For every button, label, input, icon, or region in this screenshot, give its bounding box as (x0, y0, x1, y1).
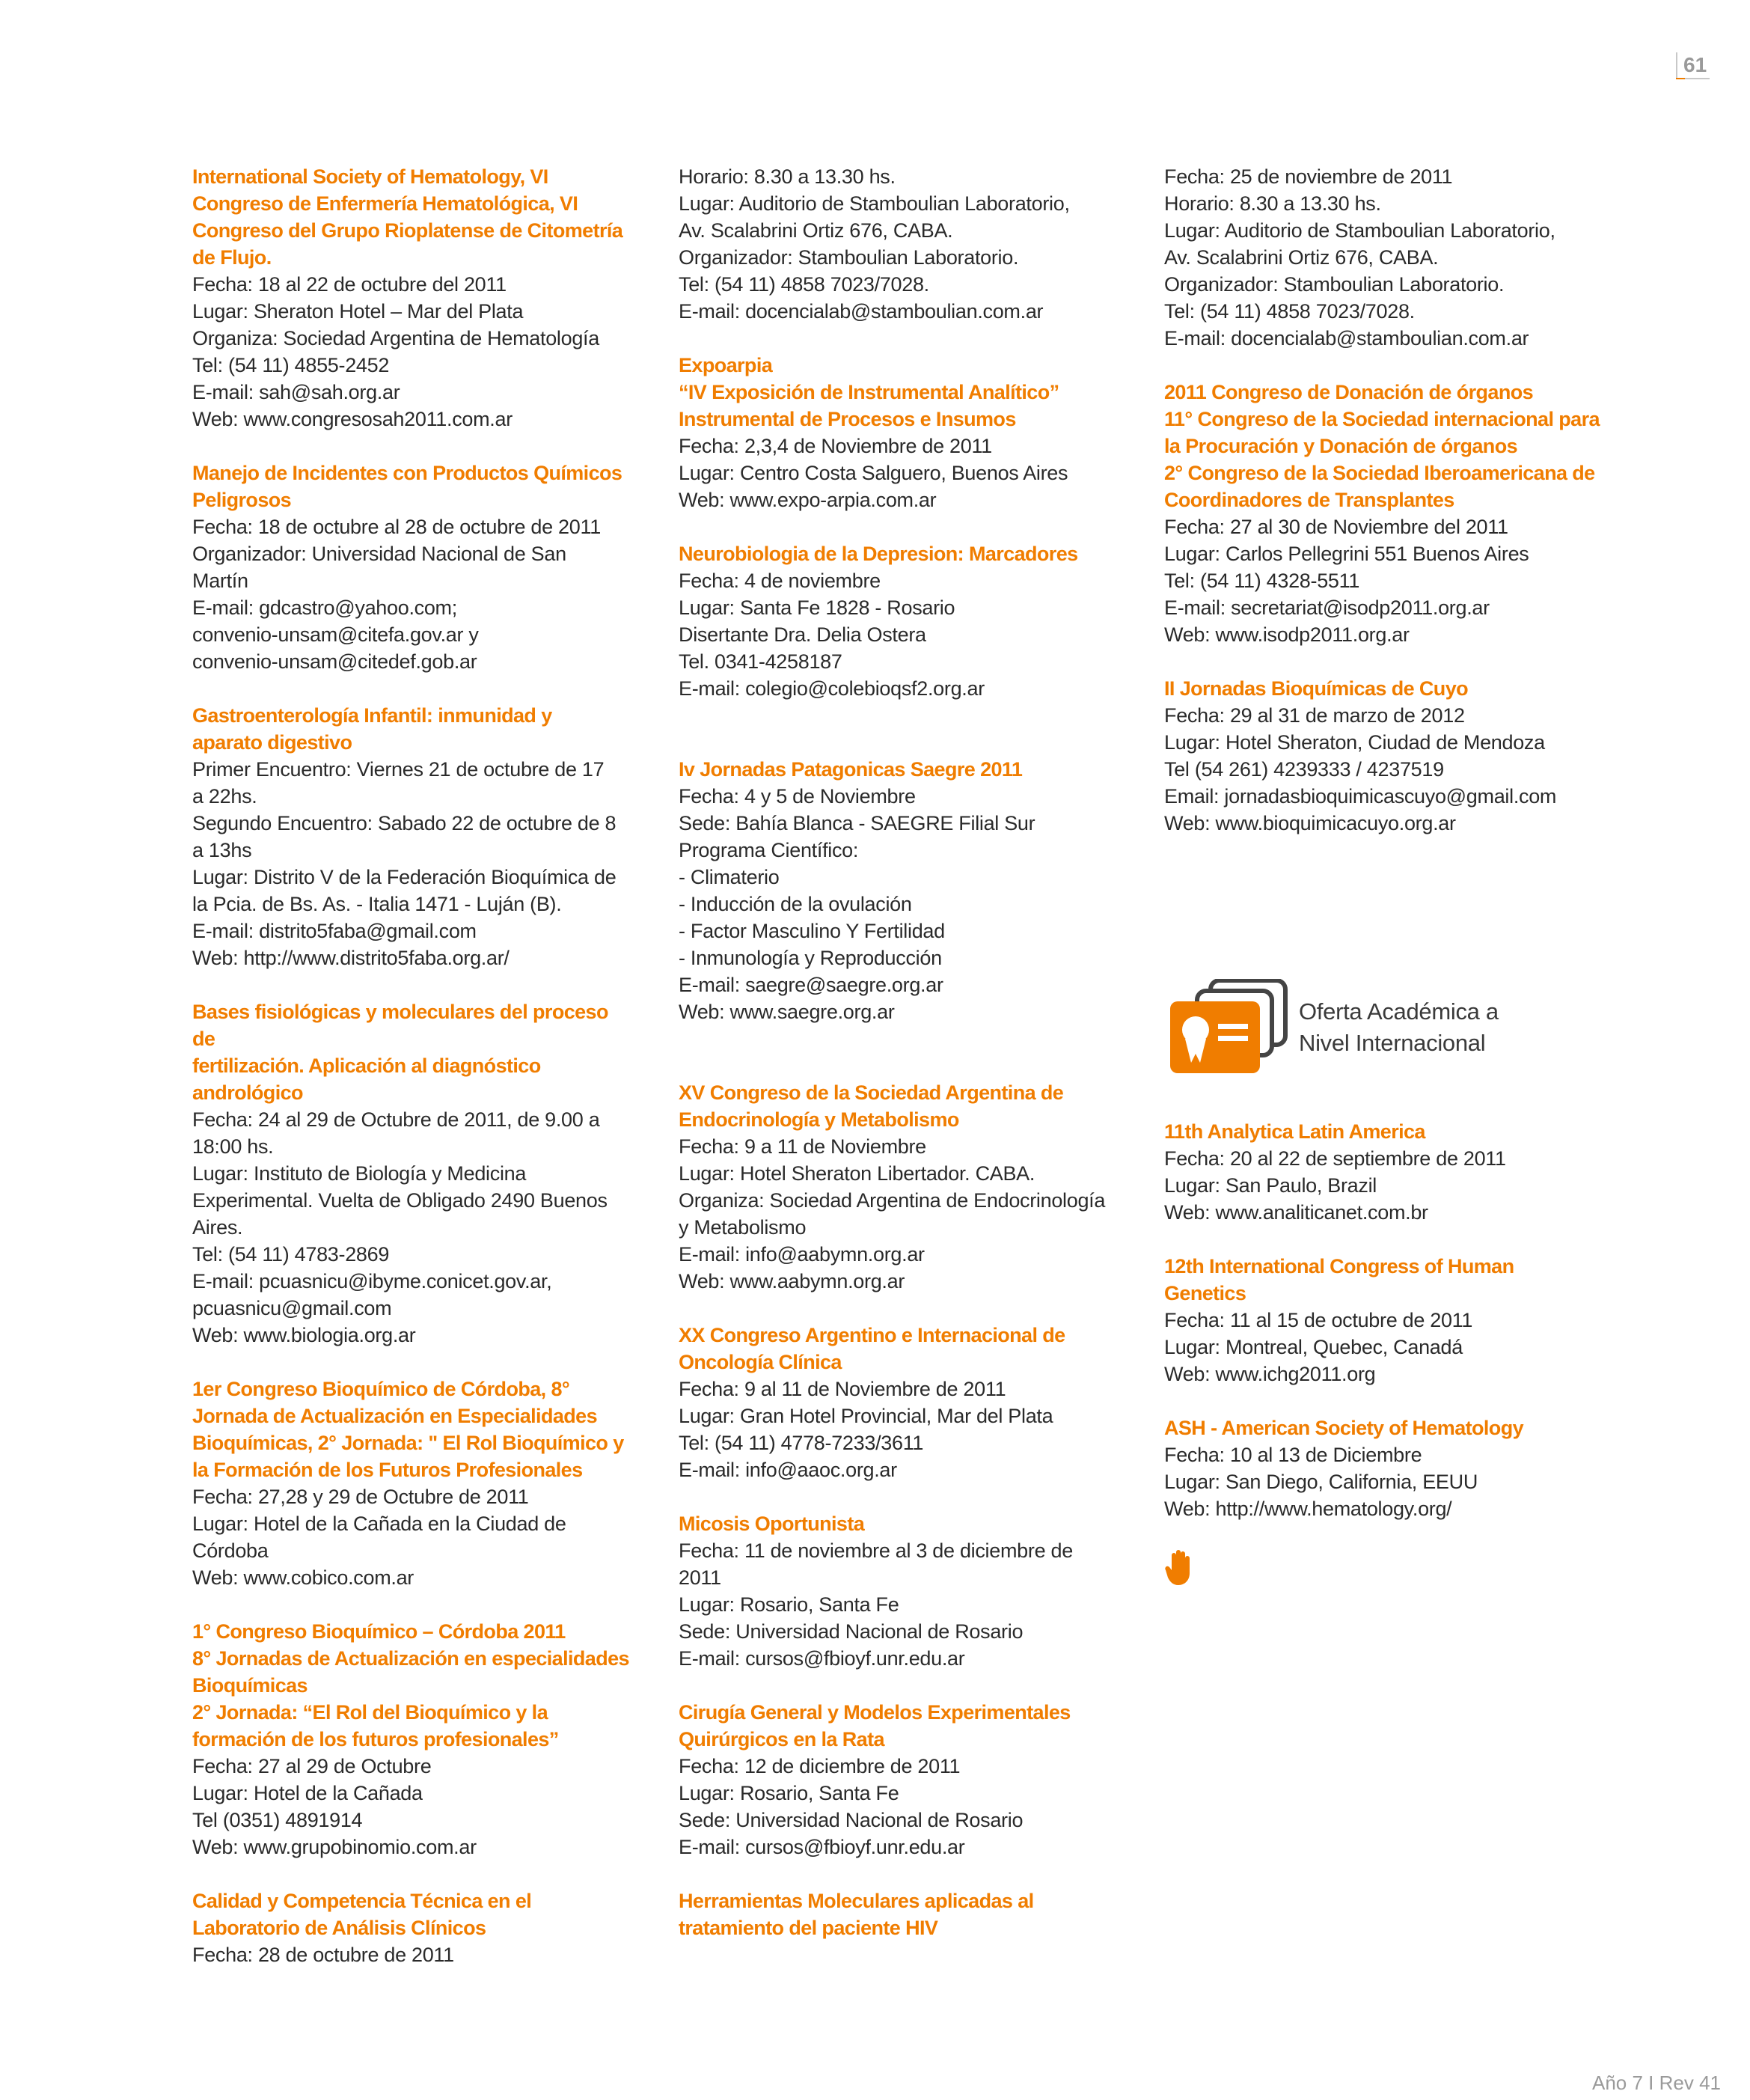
event-detail-line: - Climaterio (679, 866, 780, 888)
event-detail-line: Lugar: San Diego, California, EEUU (1164, 1471, 1478, 1493)
event-detail-line: Lugar: Carlos Pellegrini 551 Buenos Aires (1164, 543, 1529, 565)
event-detail-line: Tel (0351) 4891914 (192, 1809, 363, 1831)
event-details (192, 271, 634, 433)
event-detail-line: Fecha: 27 al 29 de Octubre (192, 1755, 432, 1777)
event-detail-line: Web: http://www.distrito5faba.org.ar/ (192, 947, 510, 969)
event-detail-line: E-mail: saegre@saegre.org.ar (679, 974, 943, 996)
event-detail-line: E-mail: distrito5faba@gmail.com (192, 920, 477, 942)
event-detail-line: y Metabolismo (679, 1216, 807, 1239)
event-detail-line: Lugar: Gran Hotel Provincial, Mar del Plata (679, 1405, 1053, 1427)
event-detail-line: Tel (54 261) 4239333 / 4237519 (1164, 758, 1444, 781)
event-detail-line: E-mail: cursos@fbioyf.unr.edu.ar (679, 1836, 965, 1858)
event-detail-line: Web: www.saegre.org.ar (679, 1001, 895, 1023)
event-title: Calidad y Competencia Técnica en el Laboratorio de Análisis Clínicos (192, 1890, 532, 1939)
event-detail-line: Lugar: Rosario, Santa Fe (679, 1782, 899, 1804)
event-item (679, 756, 1120, 1025)
event-details (1164, 1307, 1613, 1388)
event-item (679, 163, 1120, 325)
event-detail-line: - Inmunología y Reproducción (679, 947, 942, 969)
event-detail-line: Fecha: 27,28 y 29 de Octubre de 2011 (192, 1486, 529, 1508)
event-detail-line: Lugar: Auditorio de Stamboulian Laboratorio, (679, 192, 1070, 215)
event-detail-line: Tel: (54 11) 4855-2452 (192, 354, 390, 376)
event-details (1164, 513, 1613, 648)
event-title: Iv Jornadas Patagonicas Saegre 2011 (679, 758, 1023, 781)
event-details (1164, 163, 1613, 352)
event-detail-line: Lugar: Instituto de Biología y Medicina (192, 1162, 527, 1185)
event-details (1164, 702, 1613, 837)
event-detail-line: Horario: 8.30 a 13.30 hs. (679, 165, 896, 188)
event-details (679, 433, 1120, 513)
footer-issue: Año 7 I Rev 41 (1592, 2072, 1721, 2094)
certificate-icon (1164, 979, 1291, 1076)
event-detail-line: Tel: (54 11) 4858 7023/7028. (679, 273, 929, 296)
event-item (1164, 1253, 1613, 1388)
event-detail-line: Tel: (54 11) 4328-5511 (1164, 570, 1360, 592)
event-detail-line: Web: www.analiticanet.com.br (1164, 1201, 1428, 1224)
hand-icon (1164, 1549, 1197, 1587)
event-detail-line: Horario: 8.30 a 13.30 hs. (1164, 192, 1381, 215)
event-item (1164, 1118, 1613, 1226)
event-title: ASH - American Society of Hematology (1164, 1417, 1524, 1439)
event-detail-line: Lugar: Hotel de la Cañada en la Ciudad de (192, 1513, 566, 1535)
event-detail-line: Tel. 0341-4258187 (679, 650, 842, 673)
section-title: Oferta Académica a Nivel Internacional (1299, 998, 1499, 1056)
event-detail-line: Fecha: 20 al 22 de septiembre de 2011 (1164, 1147, 1506, 1170)
event-details (679, 163, 1120, 325)
event-detail-line: Fecha: 10 al 13 de Diciembre (1164, 1444, 1422, 1466)
event-detail-line: Lugar: Sheraton Hotel – Mar del Plata (192, 300, 524, 323)
event-title: II Jornadas Bioquímicas de Cuyo (1164, 677, 1469, 700)
event-item (679, 1887, 1120, 1941)
event-details (192, 1106, 634, 1349)
event-detail-line: Email: jornadasbioquimicascuyo@gmail.com (1164, 785, 1557, 808)
event-item (192, 702, 634, 971)
event-item (192, 1618, 634, 1861)
event-item (192, 998, 634, 1349)
event-detail-line: Web: www.aabymn.org.ar (679, 1270, 905, 1292)
event-detail-line: Organizador: Universidad Nacional de San (192, 543, 566, 565)
event-title: 11th Analytica Latin America (1164, 1120, 1425, 1143)
event-detail-line: E-mail: secretariat@isodp2011.org.ar (1164, 596, 1490, 619)
event-title: Gastroenterología Infantil: inmunidad y aparato digestivo (192, 704, 552, 754)
international-events-list (1164, 1118, 1613, 1522)
event-detail-line: 18:00 hs. (192, 1135, 274, 1158)
event-detail-line: Fecha: 9 al 11 de Noviembre de 2011 (679, 1378, 1006, 1400)
event-details (679, 1537, 1120, 1672)
event-details (679, 1376, 1120, 1483)
event-item (679, 352, 1120, 513)
column-left (192, 163, 634, 1995)
event-detail-line: E-mail: gdcastro@yahoo.com; (192, 596, 457, 619)
event-details (1164, 1145, 1613, 1226)
event-details (192, 1753, 634, 1861)
event-title: 2011 Congreso de Donación de órganos 11° Congreso de la Sociedad internacional para la Procuración y Donación de órganos 2° Congreso de la Sociedad Iberoamericana de Coordinadores de Transplantes (1164, 381, 1600, 511)
event-title: Expoarpia “IV Exposición de Instrumental Analítico” Instrumental de Procesos e Insumos (679, 354, 1059, 430)
event-detail-line: Lugar: Montreal, Quebec, Canadá (1164, 1336, 1463, 1358)
event-detail-line: Experimental. Vuelta de Obligado 2490 Buenos (192, 1189, 608, 1212)
event-detail-line: Lugar: Auditorio de Stamboulian Laboratorio, (1164, 219, 1555, 242)
event-item (1164, 163, 1613, 352)
event-detail-line: pcuasnicu@gmail.com (192, 1297, 392, 1319)
event-item (1164, 379, 1613, 648)
event-detail-line: Organizador: Stamboulian Laboratorio. (1164, 273, 1505, 296)
event-item (679, 540, 1120, 702)
event-details (679, 1753, 1120, 1861)
event-detail-line: Tel: (54 11) 4783-2869 (192, 1243, 390, 1266)
event-detail-line: Sede: Universidad Nacional de Rosario (679, 1809, 1024, 1831)
event-detail-line: Fecha: 12 de diciembre de 2011 (679, 1755, 961, 1777)
event-detail-line: convenio-unsam@citefa.gov.ar y (192, 623, 479, 646)
event-details (192, 513, 634, 675)
event-detail-line: E-mail: pcuasnicu@ibyme.conicet.gov.ar, (192, 1270, 552, 1292)
event-detail-line: Martín (192, 570, 248, 592)
event-detail-line: E-mail: colegio@colebioqsf2.org.ar (679, 677, 985, 700)
event-detail-line: E-mail: docencialab@stamboulian.com.ar (1164, 327, 1529, 350)
event-detail-line: Web: www.ichg2011.org (1164, 1363, 1376, 1385)
event-detail-line: E-mail: docencialab@stamboulian.com.ar (679, 300, 1044, 323)
event-detail-line: Organiza: Sociedad Argentina de Hematología (192, 327, 599, 350)
event-detail-line: Lugar: Hotel Sheraton, Ciudad de Mendoza (1164, 731, 1545, 754)
event-detail-line: Fecha: 25 de noviembre de 2011 (1164, 165, 1453, 188)
event-detail-line: Lugar: Centro Costa Salguero, Buenos Aires (679, 462, 1068, 484)
event-item (1164, 1414, 1613, 1522)
event-details (679, 567, 1120, 702)
event-detail-line: Fecha: 2,3,4 de Noviembre de 2011 (679, 435, 992, 457)
event-title: Micosis Oportunista (679, 1513, 865, 1535)
event-item (679, 1079, 1120, 1295)
event-detail-line: Fecha: 28 de octubre de 2011 (192, 1944, 454, 1966)
event-detail-line: Av. Scalabrini Ortiz 676, CABA. (1164, 246, 1439, 269)
event-detail-line: - Factor Masculino Y Fertilidad (679, 920, 945, 942)
event-detail-line: Tel: (54 11) 4858 7023/7028. (1164, 300, 1415, 323)
event-detail-line: Lugar: Rosario, Santa Fe (679, 1593, 899, 1616)
event-item (192, 1376, 634, 1591)
event-title: XX Congreso Argentino e Internacional de Oncología Clínica (679, 1324, 1065, 1373)
event-detail-line: Primer Encuentro: Viernes 21 de octubre de 17 (192, 758, 605, 781)
event-detail-line: Segundo Encuentro: Sabado 22 de octubre de 8 (192, 812, 617, 834)
event-detail-line: Web: www.isodp2011.org.ar (1164, 623, 1410, 646)
event-detail-line: Av. Scalabrini Ortiz 676, CABA. (679, 219, 953, 242)
event-item (679, 1322, 1120, 1483)
event-details (192, 1941, 634, 1968)
event-title: Neurobiologia de la Depresion: Marcadores (679, 543, 1078, 565)
event-detail-line: Web: http://www.hematology.org/ (1164, 1498, 1452, 1520)
event-detail-line: Fecha: 4 de noviembre (679, 570, 881, 592)
event-title: 1er Congreso Bioquímico de Córdoba, 8° Jornada de Actualización en Especialidades Bioquímicas, 2° Jornada: " El Rol Bioquímico y la Formación de los Futuros Profesionales (192, 1378, 624, 1481)
event-detail-line: Web: www.cobico.com.ar (192, 1566, 414, 1589)
event-detail-line: Tel: (54 11) 4778-7233/3611 (679, 1432, 924, 1454)
events-list (1164, 163, 1613, 837)
event-detail-line: Fecha: 11 al 15 de octubre de 2011 (1164, 1309, 1473, 1331)
event-detail-line: Lugar: Santa Fe 1828 - Rosario (679, 596, 955, 619)
event-item (1164, 675, 1613, 837)
event-detail-line: Fecha: 18 de octubre al 28 de octubre de 2011 (192, 516, 601, 538)
event-title: Bases fisiológicas y moleculares del proceso de fertilización. Aplicación al diagnóstico andrológico (192, 1001, 608, 1104)
event-detail-line: Web: www.congresosah2011.com.ar (192, 408, 513, 430)
event-item (192, 1887, 634, 1968)
event-detail-line: E-mail: info@aabymn.org.ar (679, 1243, 925, 1266)
event-detail-line: Fecha: 9 a 11 de Noviembre (679, 1135, 926, 1158)
event-detail-line: convenio-unsam@citedef.gob.ar (192, 650, 477, 673)
event-detail-line: Web: www.biologia.org.ar (192, 1324, 416, 1346)
event-detail-line: Disertante Dra. Delia Ostera (679, 623, 926, 646)
event-detail-line: Fecha: 27 al 30 de Noviembre del 2011 (1164, 516, 1508, 538)
section-header (1164, 979, 1613, 1076)
event-detail-line: Lugar: Distrito V de la Federación Bioquímica de (192, 866, 617, 888)
event-details (192, 756, 634, 971)
event-details (679, 783, 1120, 1025)
event-detail-line: Web: www.bioquimicacuyo.org.ar (1164, 812, 1456, 834)
event-detail-line: Organizador: Stamboulian Laboratorio. (679, 246, 1019, 269)
event-details (1164, 1441, 1613, 1522)
event-detail-line: a 22hs. (192, 785, 257, 808)
event-detail-line: 2011 (679, 1566, 721, 1589)
event-detail-line: Lugar: San Paulo, Brazil (1164, 1174, 1377, 1197)
event-item (679, 1510, 1120, 1672)
event-detail-line: Web: www.expo-arpia.com.ar (679, 489, 937, 511)
event-detail-line: Aires. (192, 1216, 243, 1239)
event-title: Cirugía General y Modelos Experimentales Quirúrgicos en la Rata (679, 1701, 1071, 1750)
event-item (679, 1699, 1120, 1861)
event-title: Manejo de Incidentes con Productos Químicos Peligrosos (192, 462, 622, 511)
page-number: 61 (1676, 52, 1710, 79)
event-details (679, 1133, 1120, 1295)
event-detail-line: Fecha: 29 al 31 de marzo de 2012 (1164, 704, 1465, 727)
event-detail-line: E-mail: sah@sah.org.ar (192, 381, 400, 403)
event-detail-line: Lugar: Hotel Sheraton Libertador. CABA. (679, 1162, 1035, 1185)
event-detail-line: Fecha: 18 al 22 de octubre del 2011 (192, 273, 507, 296)
event-detail-line: Sede: Universidad Nacional de Rosario (679, 1620, 1024, 1643)
event-detail-line: Web: www.grupobinomio.com.ar (192, 1836, 477, 1858)
event-detail-line: Córdoba (192, 1539, 269, 1562)
event-detail-line: a 13hs (192, 839, 252, 861)
event-detail-line: Sede: Bahía Blanca - SAEGRE Filial Sur (679, 812, 1035, 834)
event-detail-line: Lugar: Hotel de la Cañada (192, 1782, 423, 1804)
event-title: Herramientas Moleculares aplicadas al tratamiento del paciente HIV (679, 1890, 1034, 1939)
event-detail-line: la Pcia. de Bs. As. - Italia 1471 - Luján (B). (192, 893, 562, 915)
event-detail-line: Organiza: Sociedad Argentina de Endocrinología (679, 1189, 1106, 1212)
event-title: International Society of Hematology, VI Congreso de Enfermería Hematológica, VI Congreso del Grupo Rioplatense de Citometría de Flujo. (192, 165, 623, 269)
event-title: 12th International Congress of Human Genetics (1164, 1255, 1514, 1304)
event-item (192, 460, 634, 675)
column-middle (679, 163, 1120, 1968)
event-detail-line: E-mail: info@aaoc.org.ar (679, 1459, 897, 1481)
event-detail-line: Programa Científico: (679, 839, 859, 861)
column-right (1164, 163, 1613, 1587)
event-detail-line: E-mail: cursos@fbioyf.unr.edu.ar (679, 1647, 965, 1670)
event-detail-line: Fecha: 11 de noviembre al 3 de diciembre de (679, 1539, 1073, 1562)
event-detail-line: - Inducción de la ovulación (679, 893, 912, 915)
event-title: 1° Congreso Bioquímico – Córdoba 2011 8° Jornadas de Actualización en especialidades Bioquímicas 2° Jornada: “El Rol del Bioquímico y la formación de los futuros profesionales” (192, 1620, 629, 1750)
event-detail-line: Fecha: 4 y 5 de Noviembre (679, 785, 916, 808)
event-details (192, 1483, 634, 1591)
event-item (192, 163, 634, 433)
event-title: XV Congreso de la Sociedad Argentina de Endocrinología y Metabolismo (679, 1081, 1064, 1131)
event-detail-line: Fecha: 24 al 29 de Octubre de 2011, de 9.00 a (192, 1108, 600, 1131)
